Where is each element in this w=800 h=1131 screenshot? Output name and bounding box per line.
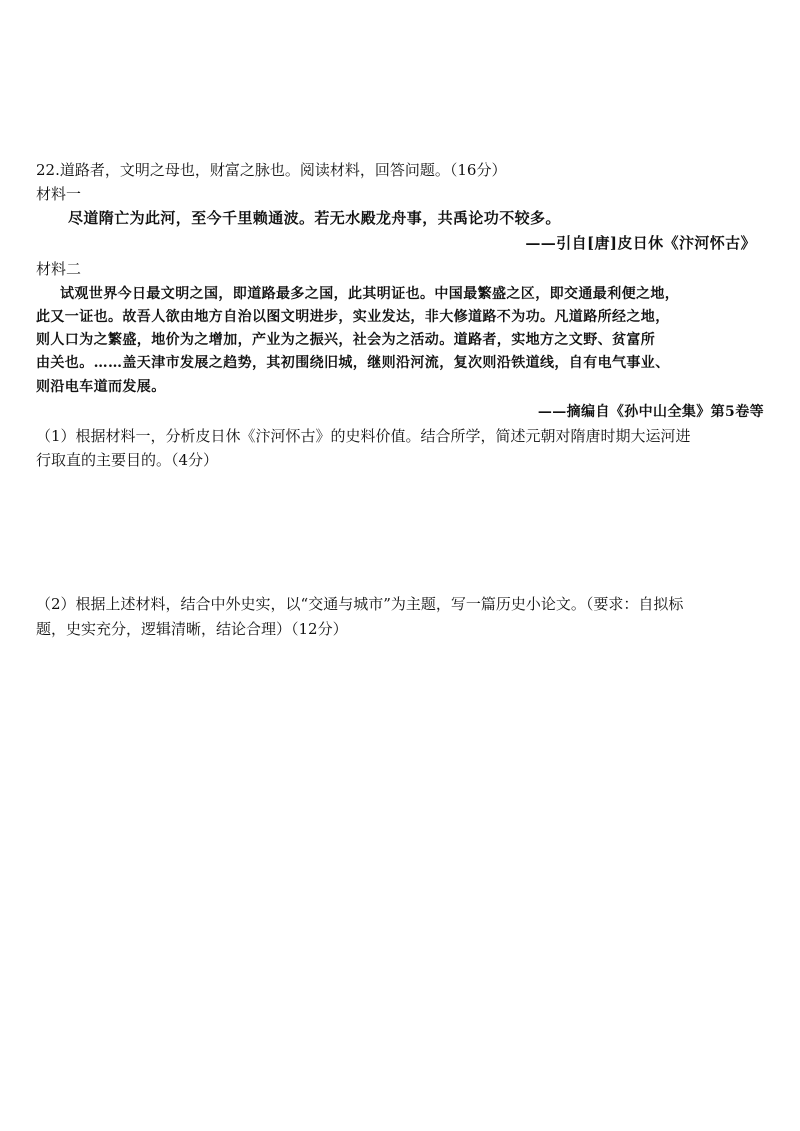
answer-space-1 (36, 475, 766, 585)
sub-question-2-line: 题，史实充分，逻辑清晰，结论合理）（12分） (36, 620, 348, 638)
material2-line: 则沿电车道而发展。 (36, 379, 166, 395)
material2-line: 由关也。……盖天津市发展之趋势，其初围绕旧城，继则沿河流，复次则沿铁道线，自有电气事业、 (36, 355, 670, 371)
sub-question-2-line: （2）根据上述材料，结合中外史实，以“交通与城市”为主题，写一篇历史小论文。（要求：自拟标 (36, 595, 684, 613)
material2-line: 此又一证也。故吾人欲由地方自治以图文明进步，实业发达，非大修道路不为功。凡道路所经之地， (36, 309, 670, 325)
question-title: 22.道路者，文明之母也，财富之脉也。阅读材料，回答问题。（16分） (36, 161, 507, 179)
material2-line: 试观世界今日最文明之国，即道路最多之国，此其明证也。中国最繁盛之区，即交通最利便之地， (60, 286, 680, 302)
sub-question-1-line: 行取直的主要目的。（4分） (36, 451, 219, 469)
material1-source: ——引自[唐]皮日休《汴河怀古》 (525, 234, 756, 252)
material2-label: 材料二 (36, 260, 82, 278)
material2-line: 则人口为之繁盛，地价为之增加，产业为之振兴，社会为之活动。道路者，实地方之文野、贫富所 (36, 332, 656, 348)
material2-source: ——摘编自《孙中山全集》第5卷等 (537, 404, 764, 420)
material1-label: 材料一 (36, 185, 82, 203)
answer-space-2 (36, 645, 766, 1105)
material1-text: 尽道隋亡为此河，至今千里赖通波。若无水殿龙舟事，共禹论功不较多。 (68, 209, 561, 227)
sub-question-1-line: （1）根据材料一，分析皮日休《汴河怀古》的史料价值。结合所学，简述元朝对隋唐时期大运河进 (36, 427, 691, 445)
